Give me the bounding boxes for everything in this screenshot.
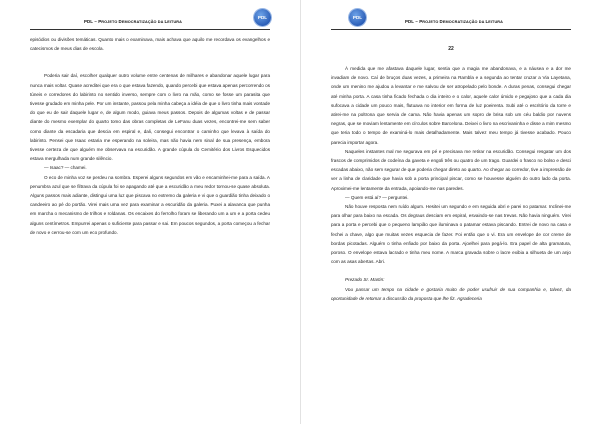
header-rule <box>30 29 270 30</box>
pdl-logo-icon: PDL <box>254 9 271 26</box>
paragraph: — Isaac? — chamei. <box>44 165 87 171</box>
letter-salutation: Prezado Sr. Martin: <box>345 277 385 283</box>
paragraph: O eco de minha voz se perdeu na sombra. Esperei alguns segundos em vão e encaminhei-me para a saída. A penumbra azul que se filtrava da cúpula foi se apagando até que a escuridão a meu redor tornou-se quase absoluta. Alguns passos mais adiante, distingui uma luz que piscava no extremo da galeria e vi que o guardião tinha deixado o candeeiro ao pé do portão. Virei mais uma vez para examinar a escuridão da galeria. Puxei a alavanca que punha em marcha o mecanismo de trilhos e roldanas. Os encaixes do ferrolho foram se liberando um a um e a porta cedeu alguns centímetros. Empurrei apenas o suficiente para passar e sai. Em poucos segundos, a porta começou a fechar de novo e cerrou-se com um eco profundo. <box>30 174 270 235</box>
left-page-body <box>30 35 270 237</box>
right-page <box>300 0 600 424</box>
letter-body: Vou passar um tempo na cidade e gostaria muito de poder usufruir de sua companhia e, talvez, da oportunidade de retomar a discussão da proposta que lhe fiz. Agradeceria <box>331 286 571 301</box>
page-number: 22 <box>448 46 454 52</box>
paragraph: episódios ou divisões temáticas. Quanto mais o examinava, mais achava que aquilo me recordava os evangelhos e catecismos de meus dias de escola. <box>30 37 270 52</box>
running-header: PDL – PROJETO DEMOCRATIZAÇÃO DA LEITURA <box>84 19 182 24</box>
paragraph: Poderia sair daí, escolher qualquer outro volume entre centenas de milhares e abandonar aquele lugar para nunca mais voltar. Quase acreditei que era o que estava fazendo, quando percebi que estava apenas percorrendo os túneis e corredores do labirinto no sentido inverso, sempre com o livro na mão, como se fosse um parasita que tivesse grudado em minha pele. Por um instante, passou pela minha cabeça a idéia de que o livro tinha mais vontade do que eu de sair daquele lugar e, de algum modo, guiava meus passos. Depois de algumas voltas e de passar diante do mesmo exemplar do quarto tomo das obras completas de LeFanu duas vezes, encontrei-me sem saber como diante da escadaria que descia em espiral e, dali, consegui encontrar o caminho que levava à saída do labirinto. Pensei que Isaac estaria me esperando na soleira, mas não havia nem sinal de sua presença, embora tivesse certeza de que alguém me observava na escuridão. A grande cúpula do Cemitério dos Livros Esquecidos estava mergulhada num grande silêncio. <box>30 73 270 162</box>
right-page-body <box>331 64 571 303</box>
running-header: PDL – PROJETO DEMOCRATIZAÇÃO DA LEITURA <box>405 19 503 24</box>
pdl-logo-icon: PDL <box>349 9 366 26</box>
paragraph: — Quem está aí? — perguntei. <box>345 194 409 200</box>
paragraph: À medida que me afastava daquele lugar, sentia que a magia me abandonava, e a náusea e a dor me invadiam de novo. Caí de bruços duas vezes, a primeira na Rambla e a segunda ao tentar cruzar a Via Layetana, onde um menino me ajudou a levantar e me salvou de ser atropelado pelo bonde. A duras penas, consegui chegar até minha porta. A casa tinha ficado fechada o dia inteiro e o calor, aquele calor úmido e pegajoso que a cada dia sufocava a cidade um pouco mais, flutuava no interior em forma de luz poeirenta. Subi até o escritório da torre e atirei-me na poltrona que servia de cama. Não havia apenas um sopro de brisa sob um céu baldio por nuvens negras, que se moviam lentamente em círculos sobre Barcelona. Deixei o livro na escrivaninha e disse a mim mesmo que teria todo o tempo de examiná-lo mais detalhadamente. Mais talvez meu tempo já tivesse acabado. Pouco parecia importar agora. <box>331 66 571 145</box>
paragraph: Naqueles instantes mal me segurava em pé e precisava me retirar na escuridão. Consegui resgatar um dos frascos de comprimidos de codeína da gaveta e engoli três ou quatro de um trago. Guardei o frasco no bolso e desci escadas abaixo, não sem segurar de que poderia chegar direto ao quarto. Ao chegar ao corredor, tive a impressão de ver a linha de claridade que havia sob a porta principal piscar, como se houvesse alguém do outro lado da porta. Aproximei-me lentamente da entrada, apoiando-me nas paredes. <box>331 148 571 191</box>
header-rule <box>331 29 571 30</box>
paragraph: Não houve resposta nem ruído algum. Hesitei um segundo e em seguida abri e parei no patamar. Inclinei-me para olhar para baixo na escada. Os degraus desciam em espiral, esvaindo-se nas trevas. Não havia ninguém. Virei para a porta e percebi que o pequeno lampião que iluminava o patamar estava piscando. Entrei de novo na casa e fechei a chave, algo que muitas vezes esquecia de fazer. Foi então que o vi. Era um envelope de cor creme de bordas picotadas. Alguém o tinha enfiado por baixo da porta. Ajoelhei para pegá-lo. Era papel de alta gramatura, poroso. O envelope estava lacrado e tinha meu nome. A marca gravada sobre o lacre exibia a silhueta de um anjo com as asas abertas. Abri. <box>331 204 571 265</box>
